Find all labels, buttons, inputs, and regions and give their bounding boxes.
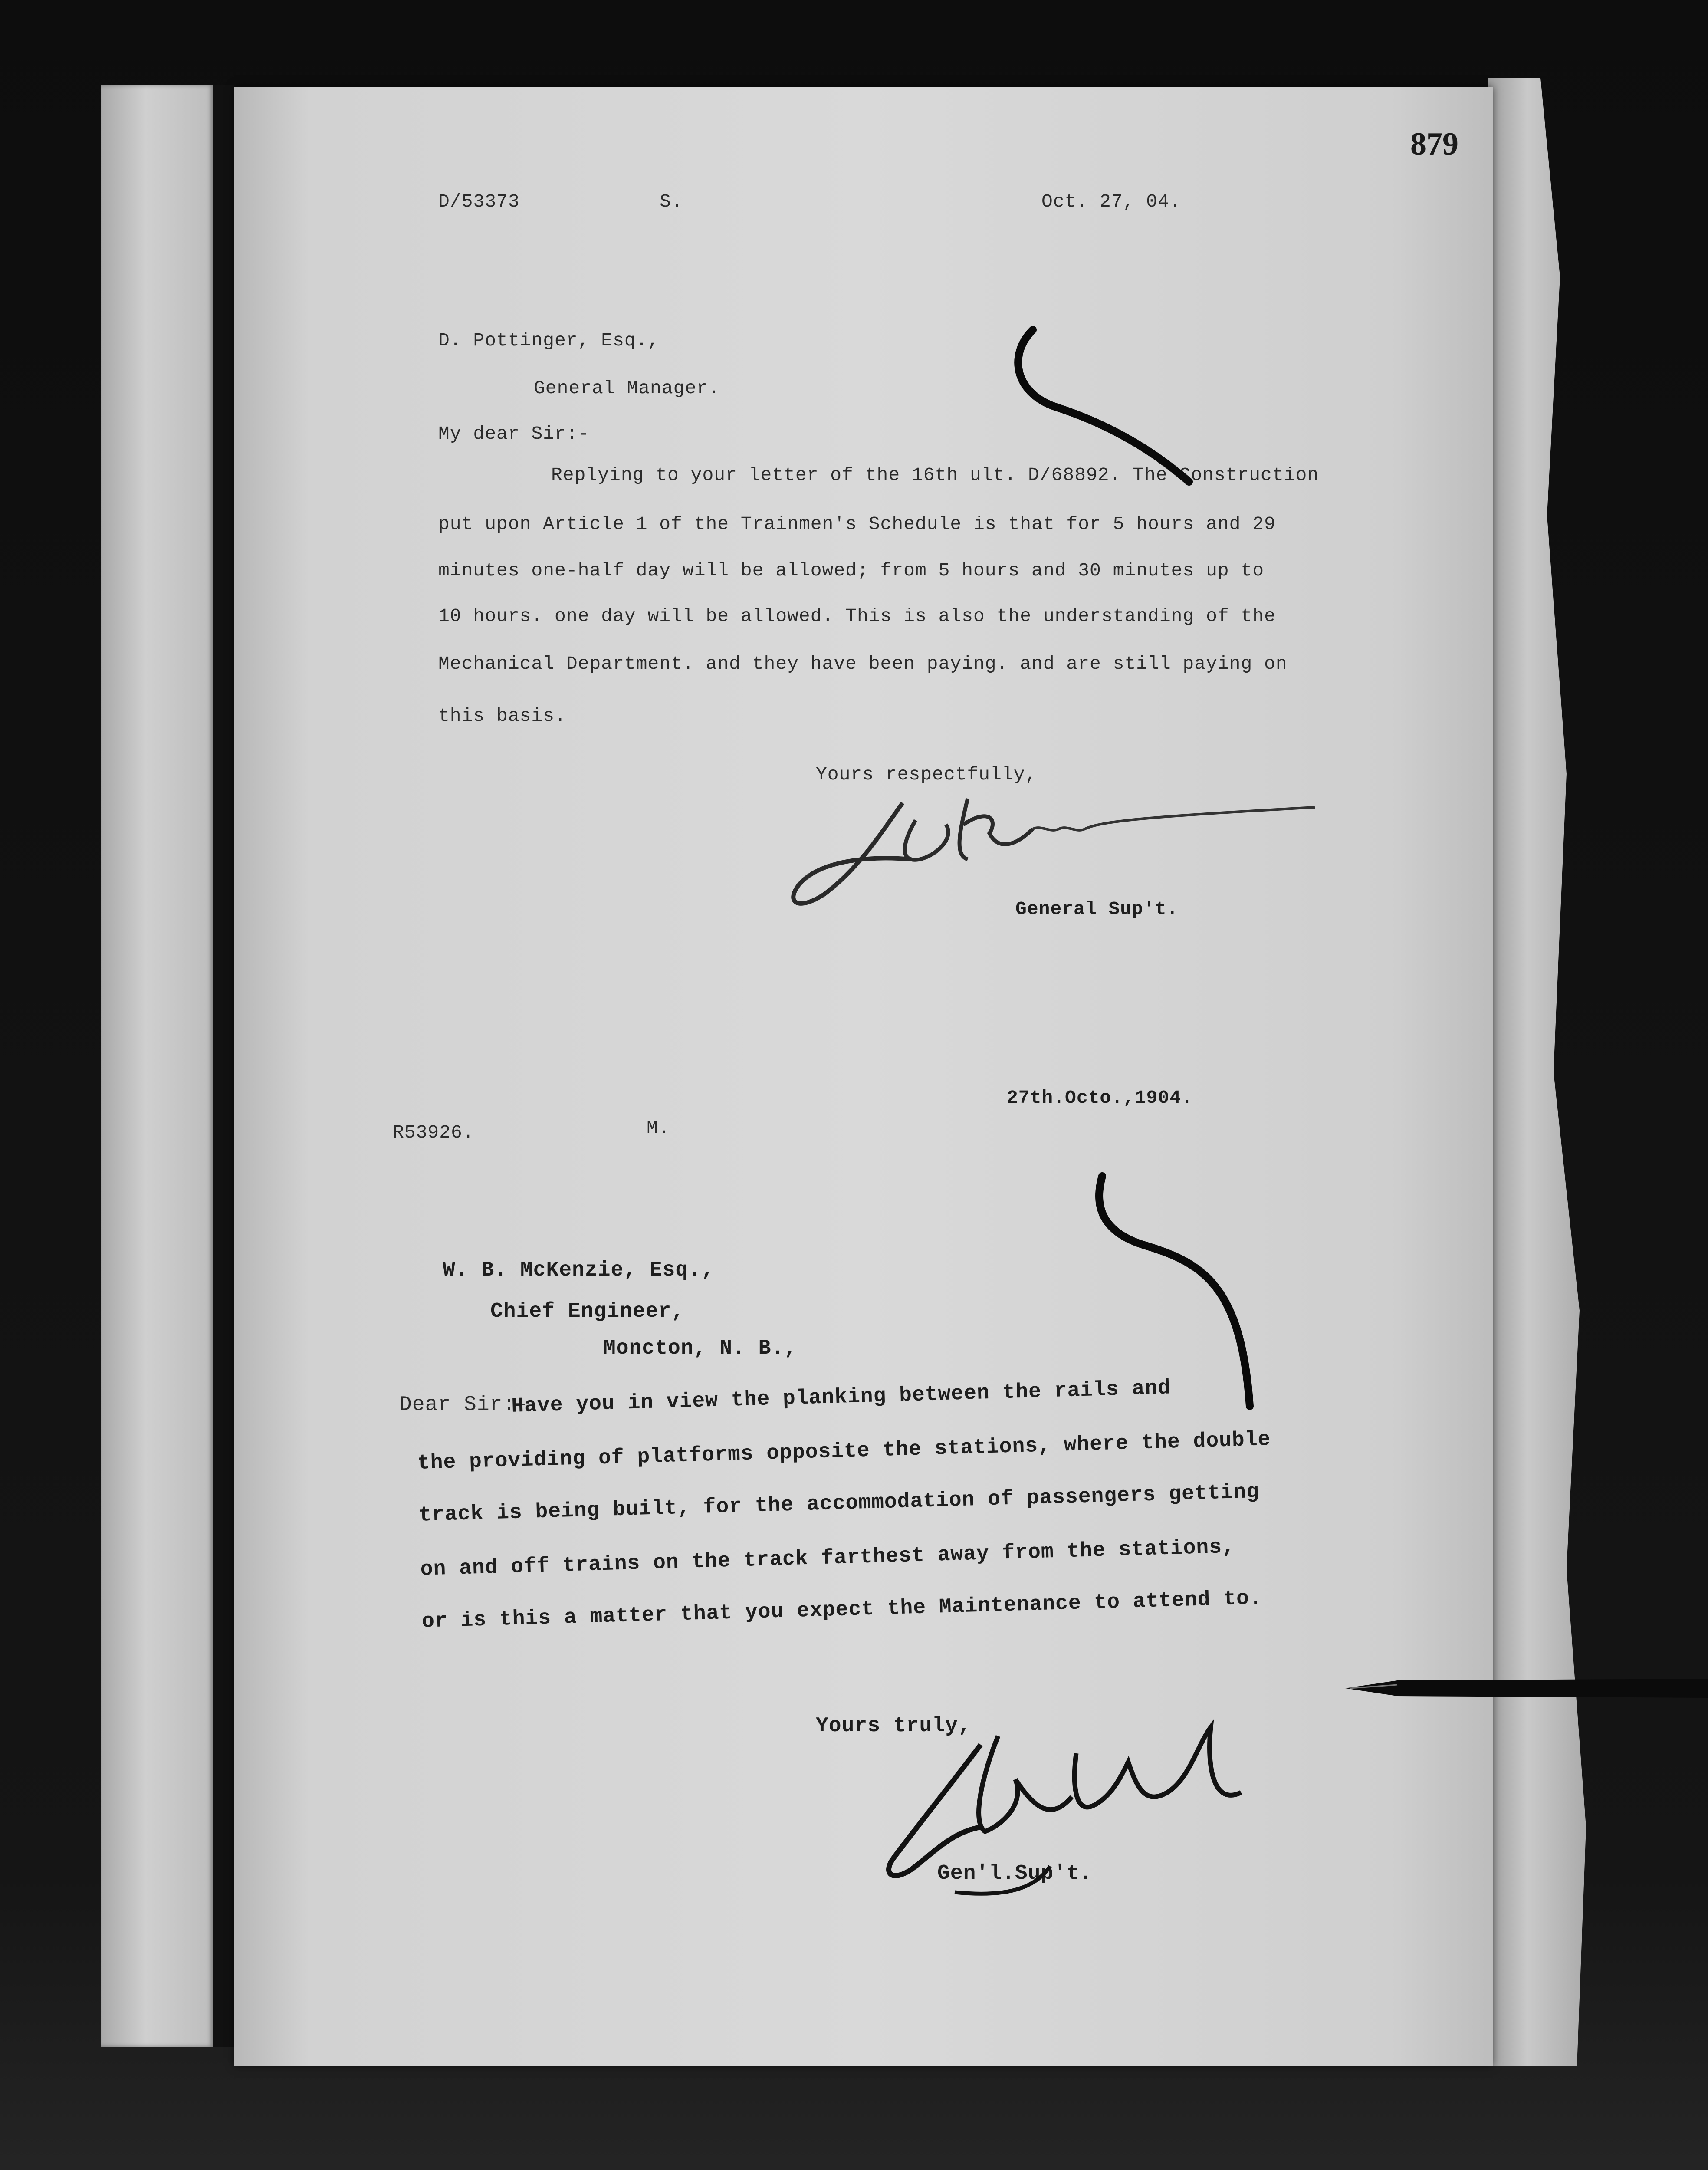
letter1-body-line: this basis. [438,705,566,727]
letter2-signature-icon [868,1693,1293,1944]
page-number: 879 [1410,126,1458,162]
letter2-signature-title: Gen'l.Sup't. [937,1862,1093,1885]
previous-page-edge [101,85,214,2047]
letter1-body-line: minutes one-half day will be allowed; from 5 hours and 30 minutes up to [438,560,1265,581]
letter1-addressee-title: General Manager. [534,378,720,399]
pen-pointer-icon [1345,1675,1708,1701]
hand-mark-icon [998,321,1215,486]
letter2-body-line: the providing of platforms opposite the stations, where the double [417,1428,1271,1475]
letter2-body-line: Have you in view the planking between the rails and [511,1376,1171,1418]
letter1-salutation: My dear Sir:- [438,423,590,444]
letter1-closing: Yours respectfully, [816,764,1037,785]
letter1-body-line: put upon Article 1 of the Trainmen's Schedule is that for 5 hours and 29 [438,513,1276,535]
letter1-body-line: 10 hours. one day will be allowed. This is also the understanding of the [438,605,1276,627]
letter1-ref: D/53373 [438,191,520,212]
letter1-addressee: D. Pottinger, Esq., [438,330,660,351]
letter1-initial: S. [660,191,683,212]
letter2-body-line: track is being built, for the accommodation of passengers getting [418,1480,1260,1527]
letter1-signature-icon [772,773,1337,929]
letter1-signature-title: General Sup't. [1015,898,1179,920]
letter1-body-line: Mechanical Department. and they have been paying. and are still paying on [438,653,1288,674]
letter2-date: 27th.Octo.,1904. [1007,1087,1193,1108]
letterbook-page [234,87,1493,2066]
letter1-body-line: Replying to your letter of the 16th ult. D/68892. The Construction [551,464,1319,486]
letter2-addressee-place: Moncton, N. B., [603,1337,798,1360]
letter2-addressee-title: Chief Engineer, [490,1300,685,1323]
letter1-date: Oct. 27, 04. [1041,191,1181,212]
letter2-addressee: W. B. McKenzie, Esq., [443,1259,714,1282]
letter2-body-line: or is this a matter that you expect the Maintenance to attend to. [421,1586,1263,1634]
page-gutter [214,85,234,2047]
letter2-initial: M. [647,1118,670,1139]
letter2-body-line: on and off trains on the track farthest away from the stations, [420,1535,1235,1581]
letter2-closing: Yours truly, [816,1714,971,1738]
letter2-ref: R53926. [393,1122,474,1143]
letter2-salutation: Dear Sir:- [399,1393,529,1417]
